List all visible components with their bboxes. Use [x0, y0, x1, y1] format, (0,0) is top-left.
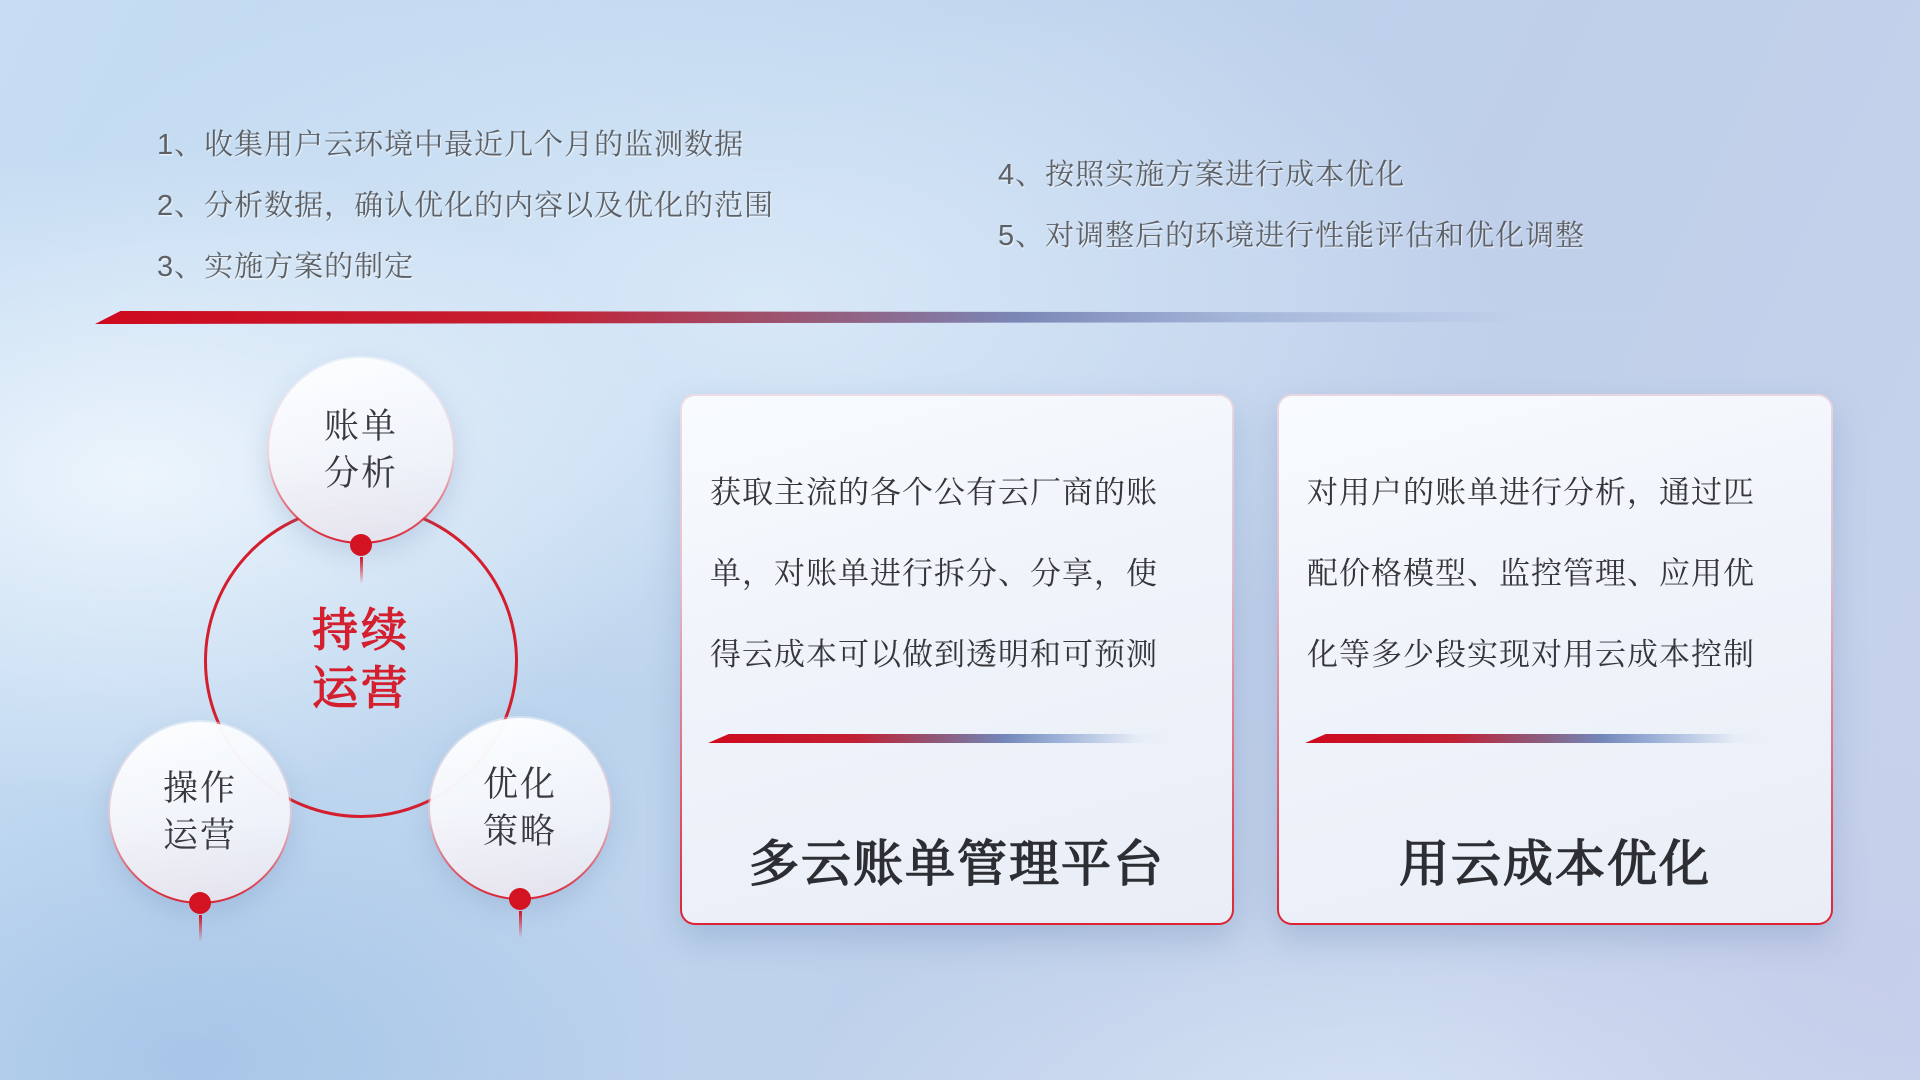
- diagram-bubble-optimize-strategy: [428, 716, 612, 900]
- process-step-2: 2、分析数据，确认优化的内容以及优化的范围: [157, 190, 775, 222]
- diagram-center-label: [261, 601, 461, 717]
- diagram-center-line-1: 持续: [312, 604, 410, 656]
- process-step-5: 5、对调整后的环境进行性能评估和优化调整: [998, 220, 1586, 252]
- diagram-connector-dot: [350, 534, 372, 556]
- card-title: 多云账单管理平台: [749, 836, 1165, 892]
- diagram-connector-dot: [189, 892, 211, 914]
- diagram-connector-dot: [509, 888, 531, 910]
- diagram-bubble-bill-analysis: [267, 356, 455, 544]
- card-multicloud-billing: [680, 394, 1234, 925]
- card-accent-line: [708, 734, 1170, 743]
- diagram-bubble-operation: [108, 720, 292, 904]
- card-body-text: 对用户的账单进行分析，通过匹 配价格模型、监控管理、应用优 化等多少段实现对用云成本控制: [1307, 475, 1755, 672]
- card-cloud-cost-optimization: [1277, 394, 1833, 925]
- process-steps-right: [998, 156, 1585, 278]
- diagram-connector-stem: [199, 915, 202, 942]
- gradient-divider-line: [95, 311, 1685, 324]
- process-step-4: 4、按照实施方案进行成本优化: [998, 159, 1406, 191]
- bubble-label: 账单 分析: [323, 407, 398, 493]
- card-title: 用云成本优化: [1399, 836, 1711, 892]
- card-body-text: 获取主流的各个公有云厂商的账 单，对账单进行拆分、分享，使 得云成本可以做到透明和可预测: [710, 475, 1158, 672]
- diagram-connector-stem: [519, 911, 522, 938]
- bubble-label: 优化 策略: [482, 765, 557, 851]
- process-steps-left: [157, 126, 774, 309]
- bubble-label: 操作 运营: [162, 769, 237, 855]
- diagram-connector-stem: [360, 557, 363, 584]
- diagram-center-line-2: 运营: [312, 662, 410, 714]
- process-step-3: 3、实施方案的制定: [157, 251, 415, 283]
- card-accent-line: [1305, 734, 1767, 743]
- process-step-1: 1、收集用户云环境中最近几个月的监测数据: [157, 129, 745, 161]
